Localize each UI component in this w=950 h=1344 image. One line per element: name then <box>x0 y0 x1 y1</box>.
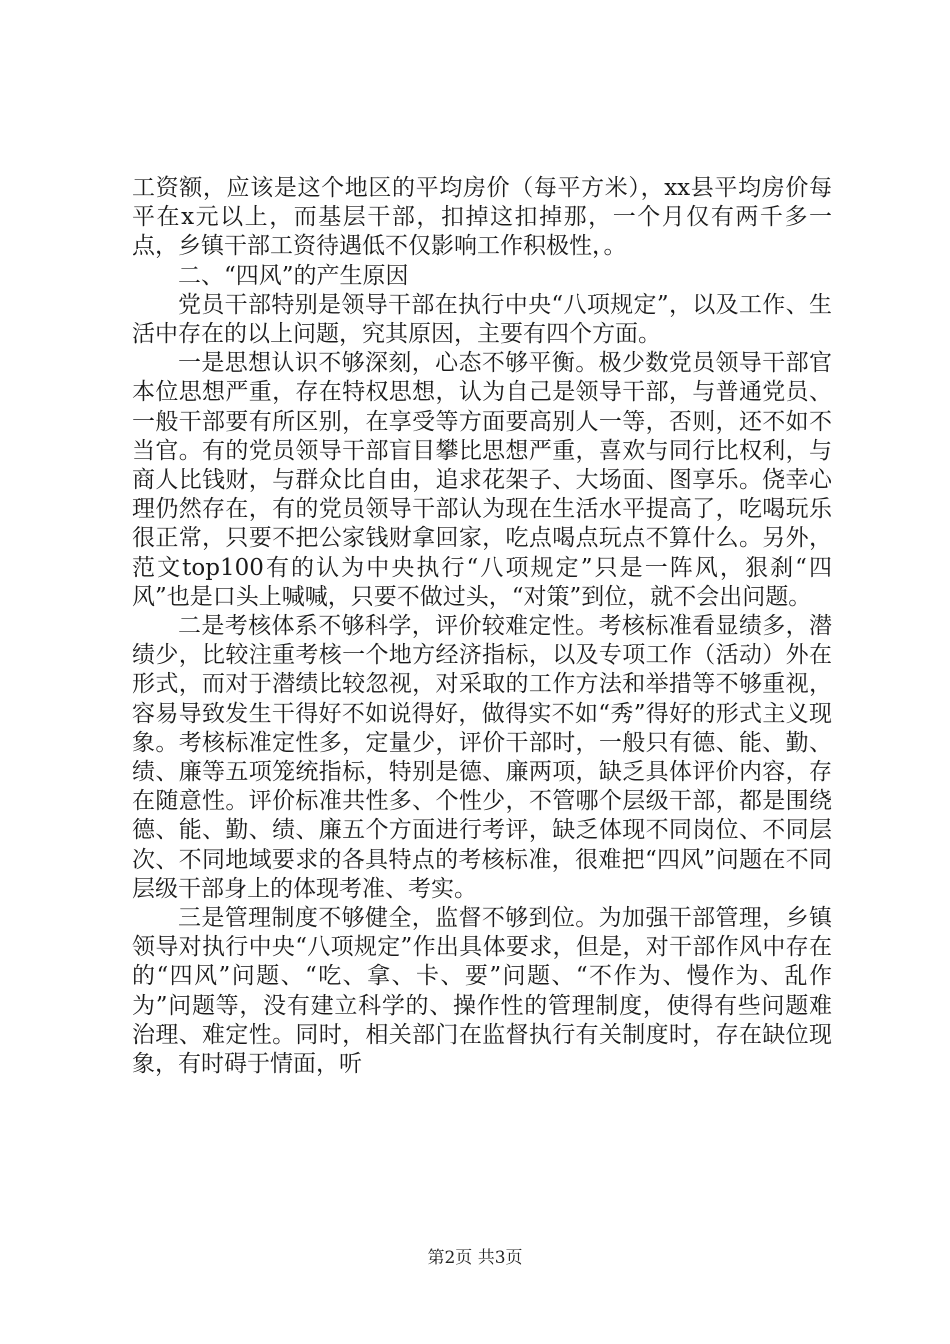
document-body <box>132 174 832 1079</box>
paragraph: 一是思想认识不够深刻，心态不够平衡。极少数党员领导干部官本位思想严重，存在特权思想，认为自己是领导干部，与普通党员、一般干部要有所区别，在享受等方面要高别人一等，否则，还不如不当官。有的党员领导干部盲目攀比思想严重，喜欢与同行比权利，与商人比钱财，与群众比自由，追求花架子、大场面、图享乐。侥幸心理仍然存在，有的党员领导干部认为现在生活水平提高了，吃喝玩乐很正常，只要不把公家钱财拿回家，吃点喝点玩点不算什么。另外，范文top100有的认为中央执行“八项规定”只是一阵风，狠刹“四风”也是口头上喊喊，只要不做过头，“对策”到位，就不会出问题。 <box>132 350 832 610</box>
paragraph: 三是管理制度不够健全，监督不够到位。为加强干部管理，乡镇领导对执行中央“八项规定”作出具体要求，但是，对干部作风中存在的“四风”问题、“吃、拿、卡、要”问题、“不作为、慢作为、乱作为”问题等，没有建立科学的、操作性的管理制度，使得有些问题难治理、难定性。同时，相关部门在监督执行有关制度时，存在缺位现象，有时碍于情面，听 <box>132 905 832 1078</box>
paragraph: 党员干部特别是领导干部在执行中央“八项规定”，以及工作、生活中存在的以上问题，究其原因，主要有四个方面。 <box>132 291 832 348</box>
section-heading: 二、“四风”的产生原因 <box>178 262 409 289</box>
paragraph: 二是考核体系不够科学，评价较难定性。考核标准看显绩多，潜绩少，比较注重考核一个地方经济指标，以及专项工作（活动）外在形式，而对于潜绩比较忽视，对采取的工作方法和举措等不够重视，容易导致发生干得好不如说得好，做得实不如“秀”得好的形式主义现象。考核标准定性多，定量少，评价干部时，一般只有德、能、勤、绩、廉等五项笼统指标，特别是德、廉两项，缺乏具体评价内容，存在随意性。评价标准共性多、个性少，不管哪个层级干部，都是围绕德、能、勤、绩、廉五个方面进行考评，缺乏体现不同岗位、不同层次、不同地域要求的各具特点的考核标准，很难把“四风”问题在不同层级干部身上的体现考准、考实。 <box>132 613 832 902</box>
paragraph-continued: 工资额，应该是这个地区的平均房价（每平方米），xx县平均房价每平在x元以上，而基层干部，扣掉这扣掉那，一个月仅有两千多一点，乡镇干部工资待遇低不仅影响工作积极性，。 <box>132 175 832 260</box>
page-number-footer: 第2页 共3页 <box>427 1248 523 1268</box>
